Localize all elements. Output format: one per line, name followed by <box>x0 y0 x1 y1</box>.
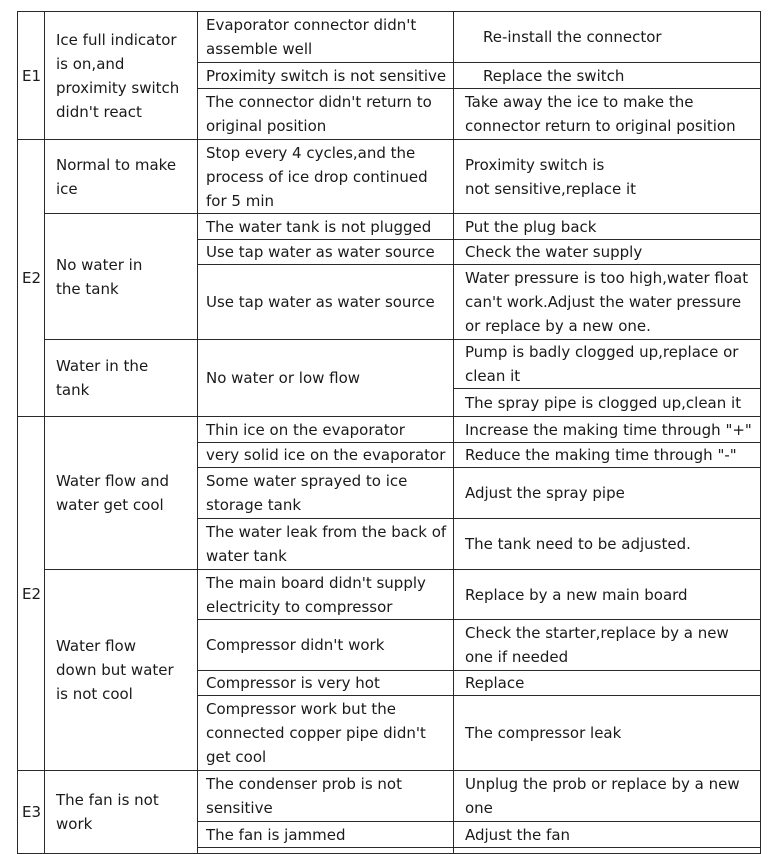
cause-cell <box>198 140 453 213</box>
solution-cell-text: Check the water supply <box>465 243 643 261</box>
error-code <box>18 12 44 139</box>
solution-cell <box>454 696 760 770</box>
cause-cell-text: No water or low flow <box>206 369 361 387</box>
solution-cell <box>454 140 760 213</box>
cause-cell <box>198 848 453 853</box>
solution-cell <box>454 620 760 670</box>
cause-cell-text: The water leak from the back of water tank <box>206 523 447 565</box>
cause-cell-text: Compressor work but the connected copper pipe didn't get cool <box>206 700 426 766</box>
cause-cell-text: Use tap water as water source <box>206 293 435 311</box>
cause-cell <box>198 468 453 518</box>
solution-cell-text: Replace the switch <box>483 66 625 85</box>
solution-cell <box>454 89 760 139</box>
cause-cell-text: The condenser prob is not sensitive <box>206 775 402 817</box>
cause-cell <box>198 443 453 467</box>
cause-cell-text: Some water sprayed to ice storage tank <box>206 472 408 514</box>
solution-cell-text: Check the starter,replace by a new one if needed <box>465 624 729 666</box>
cause-cell-text: The connector didn't return to original position <box>206 93 432 135</box>
cause-cell-text: Proximity switch is not sensitive <box>206 66 447 85</box>
condition-cell-text: Water in the tank <box>56 357 149 399</box>
solution-cell-text: Unplug the prob or replace by a new one <box>465 775 740 817</box>
cause-cell <box>198 620 453 670</box>
cause-cell <box>198 340 453 416</box>
solution-cell-text: Put the plug back <box>465 217 597 236</box>
error-code-text: E2 <box>22 269 42 287</box>
solution-cell-text: Proximity switch is not sensitive,replace it <box>465 155 637 198</box>
solution-cell-text: Take away the ice to make the connector return to original position <box>465 93 736 135</box>
cause-cell-text: Compressor didn't work <box>206 636 385 654</box>
solution-cell <box>454 214 760 239</box>
cause-cell <box>198 265 453 339</box>
solution-cell-text: The compressor leak <box>465 724 622 742</box>
solution-cell <box>454 771 760 821</box>
table-rule <box>760 11 761 853</box>
condition-cell <box>45 570 197 770</box>
error-code <box>18 140 44 416</box>
condition-cell <box>45 771 197 853</box>
solution-cell <box>454 443 760 467</box>
solution-cell-text: Reduce the making time through "-" <box>465 446 737 464</box>
solution-cell <box>454 389 760 416</box>
solution-cell-text: Increase the making time through "+" <box>465 420 752 439</box>
cause-cell <box>198 12 453 62</box>
cause-cell-text: Use tap water as water source <box>206 243 435 261</box>
cause-cell-text: Evaporator connector didn't assemble well <box>206 16 417 58</box>
solution-cell <box>454 822 760 847</box>
cause-cell-text: The main board didn't supply electricity to compressor <box>206 573 426 616</box>
error-code <box>18 771 44 853</box>
cause-cell <box>198 671 453 695</box>
solution-cell <box>454 671 760 695</box>
solution-cell <box>454 570 760 619</box>
solution-cell <box>454 417 760 442</box>
condition-cell-text: Normal to make ice <box>56 155 177 198</box>
cause-cell <box>198 822 453 847</box>
cause-cell-text: Stop every 4 cycles,and the process of ice drop continued for 5 min <box>206 143 428 210</box>
condition-cell <box>45 140 197 213</box>
cause-cell <box>198 89 453 139</box>
solution-cell-text: Re-install the connector <box>483 28 662 46</box>
cause-cell-text: very solid ice on the evaporator <box>206 446 446 464</box>
solution-cell <box>454 848 760 853</box>
condition-cell-text: Ice full indicator is on,and proximity switch didn't react <box>56 30 180 121</box>
error-code <box>18 417 44 770</box>
solution-cell <box>454 519 760 569</box>
cause-cell <box>198 771 453 821</box>
cause-cell <box>198 240 453 264</box>
solution-cell-text: Water pressure is too high,water float can't work.Adjust the water pressure or replace by a new one. <box>465 269 749 335</box>
solution-cell-text: The spray pipe is clogged up,clean it <box>465 393 742 412</box>
solution-cell <box>454 240 760 264</box>
solution-cell <box>454 63 760 88</box>
cause-cell <box>198 63 453 88</box>
cause-cell <box>198 214 453 239</box>
solution-cell <box>454 340 760 388</box>
condition-cell-text: Water flow and water get cool <box>56 472 169 514</box>
cause-cell <box>198 417 453 442</box>
cause-cell-text: Thin ice on the evaporator <box>206 420 405 439</box>
cause-cell <box>198 570 453 619</box>
cause-cell <box>198 696 453 770</box>
error-code-text: E3 <box>22 803 42 821</box>
condition-cell-text: The fan is not work <box>56 791 159 833</box>
solution-cell <box>454 12 760 62</box>
cause-cell <box>198 519 453 569</box>
cause-cell-text: Compressor is very hot <box>206 674 380 692</box>
cause-cell-text: The water tank is not plugged <box>206 217 432 236</box>
solution-cell-text: The tank need to be adjusted. <box>465 535 691 553</box>
condition-cell <box>45 340 197 416</box>
cause-cell-text: The fan is jammed <box>206 825 346 844</box>
solution-cell-text: Pump is badly clogged up,replace or clean it <box>465 343 739 385</box>
condition-cell <box>45 417 197 569</box>
solution-cell-text: Replace <box>465 674 525 692</box>
solution-cell <box>454 468 760 518</box>
solution-cell-text: Adjust the spray pipe <box>465 484 625 502</box>
condition-cell <box>45 12 197 139</box>
error-code-text: E1 <box>22 66 42 85</box>
condition-cell <box>45 214 197 339</box>
condition-cell-text: No water in the tank <box>56 255 143 298</box>
solution-cell-text: Adjust the fan <box>465 825 571 844</box>
condition-cell-text: Water flow down but water is not cool <box>56 637 174 703</box>
error-code-text: E2 <box>22 584 42 603</box>
solution-cell-text: Replace by a new main board <box>465 585 688 604</box>
solution-cell <box>454 265 760 339</box>
